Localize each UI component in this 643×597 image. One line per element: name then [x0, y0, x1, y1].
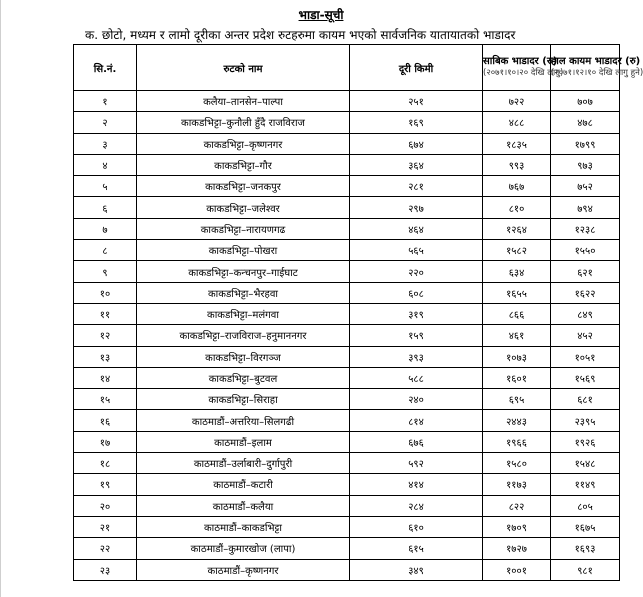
cell-new-fare: ८४९ — [551, 303, 620, 324]
cell-route-name: काठमाडौं–कलैया — [137, 495, 350, 516]
cell-distance: ४६४ — [350, 218, 483, 239]
cell-distance: ५९२ — [350, 453, 483, 474]
cell-route-name: कलैया–तानसेन–पाल्पा — [137, 91, 350, 112]
table-row — [74, 240, 620, 261]
cell-old-fare: ८२२ — [483, 495, 551, 516]
table-row — [74, 538, 620, 559]
cell-serial-number: ९ — [74, 261, 137, 282]
cell-old-fare: ७२२ — [483, 91, 551, 112]
table-row — [74, 559, 620, 580]
cell-old-fare: ६९५ — [483, 389, 551, 410]
cell-route-name: काठमाडौं–कृष्णनगर — [137, 559, 350, 580]
cell-old-fare: १६५५ — [483, 282, 551, 303]
table-row — [74, 176, 620, 197]
cell-new-fare: ६८१ — [551, 389, 620, 410]
cell-route-name: काठमाडौं–उर्लाबारी–दुर्गापुरी — [137, 453, 350, 474]
header-distance: दूरी किमी — [350, 45, 483, 91]
cell-new-fare: १९२६ — [551, 431, 620, 452]
cell-new-fare: ९८१ — [551, 559, 620, 580]
table-row — [74, 218, 620, 239]
table-row — [74, 133, 620, 154]
cell-new-fare: १२३८ — [551, 218, 620, 239]
cell-route-name: काकडभिट्टा–कुनौली हुँदै राजविराज — [137, 112, 350, 133]
cell-old-fare: १९६६ — [483, 431, 551, 452]
cell-old-fare: ८६६ — [483, 303, 551, 324]
cell-route-name: काकडभिट्टा–मलंगवा — [137, 303, 350, 324]
cell-old-fare: ४८८ — [483, 112, 551, 133]
cell-serial-number: ६ — [74, 197, 137, 218]
header-serial-number: सि.नं. — [74, 45, 137, 91]
cell-new-fare: ६२१ — [551, 261, 620, 282]
table-row — [74, 389, 620, 410]
cell-route-name: काकडभिट्टा–कन्चनपुर–गाईघाट — [137, 261, 350, 282]
cell-distance: ६१५ — [350, 538, 483, 559]
cell-serial-number: १९ — [74, 474, 137, 495]
cell-serial-number: १४ — [74, 367, 137, 388]
cell-serial-number: १८ — [74, 453, 137, 474]
page-title: भाडा-सूची — [298, 8, 344, 22]
cell-distance: ५८८ — [350, 367, 483, 388]
cell-old-fare: १५८० — [483, 453, 551, 474]
cell-serial-number: २३ — [74, 559, 137, 580]
header-new-fare-label: हाल कायम भाडादर (रु) — [551, 56, 641, 67]
cell-serial-number: ५ — [74, 176, 137, 197]
cell-old-fare: १७२७ — [483, 538, 551, 559]
cell-route-name: काकडभिट्टा–सिराहा — [137, 389, 350, 410]
header-new-fare — [551, 45, 643, 91]
header-old-fare-label: साबिक भाडादर (रु) — [483, 56, 558, 67]
cell-new-fare: १५४८ — [551, 453, 620, 474]
cell-serial-number: १३ — [74, 346, 137, 367]
table-row — [74, 303, 620, 324]
cell-route-name: काठमाडौं–काकडभिट्टा — [137, 516, 350, 537]
cell-serial-number: ८ — [74, 240, 137, 261]
cell-old-fare: ७६७ — [483, 176, 551, 197]
cell-serial-number: २१ — [74, 516, 137, 537]
cell-distance: २८१ — [350, 176, 483, 197]
cell-new-fare: ८०५ — [551, 495, 620, 516]
cell-new-fare: ७९४ — [551, 197, 620, 218]
cell-distance: ३४९ — [350, 559, 483, 580]
cell-old-fare: १००१ — [483, 559, 551, 580]
cell-new-fare: १६९३ — [551, 538, 620, 559]
cell-new-fare: १५६९ — [551, 367, 620, 388]
cell-route-name: काठमाडौं–कटारी — [137, 474, 350, 495]
cell-old-fare: ६३४ — [483, 261, 551, 282]
cell-distance: ६७६ — [350, 431, 483, 452]
cell-old-fare: ८१० — [483, 197, 551, 218]
header-old-fare-note: (२०७१।१०।२० देखि लागु) — [483, 68, 564, 78]
cell-route-name: काठमाडौं–कुमारखोज (लापा) — [137, 538, 350, 559]
cell-route-name: काकडभिट्टा–कृष्णनगर — [137, 133, 350, 154]
cell-new-fare: ४५२ — [551, 325, 620, 346]
table-row — [74, 154, 620, 175]
cell-route-name: काठमाडौं–इलाम — [137, 431, 350, 452]
table-row — [74, 261, 620, 282]
cell-distance: ६७४ — [350, 133, 483, 154]
cell-distance: ३१९ — [350, 303, 483, 324]
header-route-name: रुटको नाम — [137, 45, 350, 91]
cell-route-name: काकडभिट्टा–जनकपुर — [137, 176, 350, 197]
cell-distance: १५९ — [350, 325, 483, 346]
cell-new-fare: १६७५ — [551, 516, 620, 537]
table-row — [74, 346, 620, 367]
cell-route-name: काकडभिट्टा–राजविराज–हनुमाननगर — [137, 325, 350, 346]
cell-distance: ६१० — [350, 516, 483, 537]
cell-serial-number: १२ — [74, 325, 137, 346]
table-row — [74, 453, 620, 474]
cell-serial-number: १ — [74, 91, 137, 112]
table-row — [74, 112, 620, 133]
cell-old-fare: १७०९ — [483, 516, 551, 537]
table-row — [74, 282, 620, 303]
cell-old-fare: ९९३ — [483, 154, 551, 175]
cell-route-name: काकडभिट्टा–भैरहवा — [137, 282, 350, 303]
cell-old-fare: १२६४ — [483, 218, 551, 239]
cell-distance: ४१४ — [350, 474, 483, 495]
cell-serial-number: १७ — [74, 431, 137, 452]
cell-route-name: काकडभिट्टा–विरगञ्ज — [137, 346, 350, 367]
table-row — [74, 516, 620, 537]
cell-new-fare: ७५२ — [551, 176, 620, 197]
cell-route-name: काकडभिट्टा–पोखरा — [137, 240, 350, 261]
cell-serial-number: २ — [74, 112, 137, 133]
table-row — [74, 410, 620, 431]
cell-new-fare: २३९५ — [551, 410, 620, 431]
cell-new-fare: ४७८ — [551, 112, 620, 133]
cell-serial-number: १५ — [74, 389, 137, 410]
cell-serial-number: २२ — [74, 538, 137, 559]
cell-distance: २८४ — [350, 495, 483, 516]
cell-serial-number: २० — [74, 495, 137, 516]
cell-distance: १६९ — [350, 112, 483, 133]
table-subtitle: क. छोटो, मध्यम र लामो दूरीका अन्तर प्रदेश रुटहरुमा कायम भएको सार्वजनिक यातायातको भाडादर — [85, 28, 516, 42]
cell-new-fare: १५५० — [551, 240, 620, 261]
cell-distance: ८१४ — [350, 410, 483, 431]
cell-old-fare: १८३५ — [483, 133, 551, 154]
fare-table — [73, 44, 643, 581]
cell-distance: २९७ — [350, 197, 483, 218]
cell-serial-number: १० — [74, 282, 137, 303]
table-header-row — [74, 45, 620, 91]
cell-serial-number: ३ — [74, 133, 137, 154]
table-row — [74, 495, 620, 516]
cell-old-fare: १६०१ — [483, 367, 551, 388]
cell-distance: २४० — [350, 389, 483, 410]
table-row — [74, 325, 620, 346]
cell-distance: २२० — [350, 261, 483, 282]
cell-new-fare: ७०७ — [551, 91, 620, 112]
cell-new-fare: १६२२ — [551, 282, 620, 303]
cell-route-name: काकडभिट्टा–बुटवल — [137, 367, 350, 388]
cell-route-name: काकडभिट्टा–गौर — [137, 154, 350, 175]
cell-old-fare: ११७३ — [483, 474, 551, 495]
cell-distance: ६०८ — [350, 282, 483, 303]
cell-old-fare: २४४३ — [483, 410, 551, 431]
table-row — [74, 367, 620, 388]
cell-serial-number: ४ — [74, 154, 137, 175]
cell-distance: ५६५ — [350, 240, 483, 261]
header-old-fare — [483, 45, 564, 91]
table-row — [74, 474, 620, 495]
table-row — [74, 431, 620, 452]
cell-route-name: काकडभिट्टा–जलेश्वर — [137, 197, 350, 218]
cell-distance: २५१ — [350, 91, 483, 112]
cell-old-fare: १५८२ — [483, 240, 551, 261]
cell-new-fare: १०५१ — [551, 346, 620, 367]
cell-distance: ३९३ — [350, 346, 483, 367]
cell-distance: ३६४ — [350, 154, 483, 175]
cell-serial-number: ७ — [74, 218, 137, 239]
cell-new-fare: ९७३ — [551, 154, 620, 175]
table-row — [74, 197, 620, 218]
cell-new-fare: ११४९ — [551, 474, 620, 495]
cell-old-fare: ४६१ — [483, 325, 551, 346]
header-new-fare-note: (२०७१।१२।१० देखि लागु हुने) — [551, 68, 643, 78]
cell-new-fare: १७९९ — [551, 133, 620, 154]
table-row — [74, 91, 620, 112]
cell-route-name: काठमाडौं–अत्तरिया–सिलगढी — [137, 410, 350, 431]
cell-route-name: काकडभिट्टा–नारायणगढ — [137, 218, 350, 239]
cell-serial-number: ११ — [74, 303, 137, 324]
cell-old-fare: १०७३ — [483, 346, 551, 367]
cell-serial-number: १६ — [74, 410, 137, 431]
